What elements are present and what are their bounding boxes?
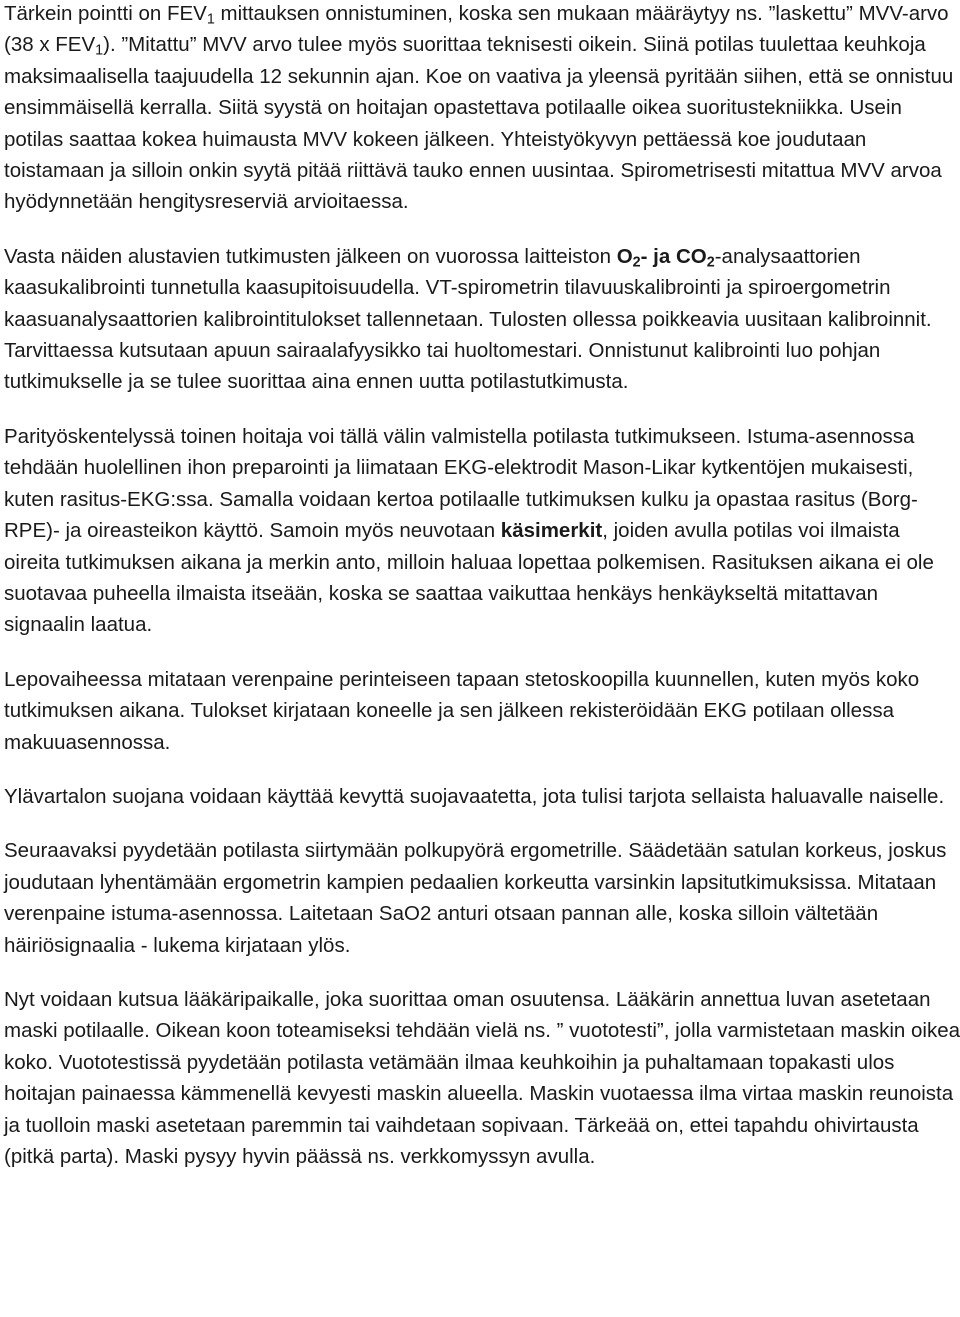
paragraph-fev1-mvv [4,0,960,218]
paragraph-calibration [4,241,960,398]
paragraph-mask [4,984,960,1172]
text-run: Ylävartalon suojana voidaan käyttää kevyttä suojavaatetta, jota tulisi tarjota sellaista haluavalle naiselle. [4,784,945,808]
subscript: 1 [206,11,215,28]
text-run: mittauksen onnistuminen, koska sen mukaan määräytyy ns. ”laskettu” MVV-arvo (38 x FEV [4,2,949,57]
text-run: ). ”Mitattu” MVV arvo tulee myös suorittaa teknisesti oikein. Siinä potilas tuulettaa keuhkoja maksimaalisella taajuudella 12 sekunnin ajan. Koe on vaativa ja yleensä pyritään siihen, että se onnistuu ensimmäisellä kerralla. Siitä syystä on hoitajan opastettava potilaalle oikea suoritustekniikka. Usein potilas saattaa kokea huimausta MVV kokeen jälkeen. Yhteistyökyvyn pettäessä koe joudutaan toistamaan ja silloin onkin syytä pitää riittävä tauko ennen uusintaa. Spirometrisesti mitattua MVV arvoa hyödynnetään hengitysreserviä arvioitaessa. [4,33,954,214]
paragraph-rest-phase [4,664,960,758]
text-run: Lepovaiheessa mitataan verenpaine perinteiseen tapaan stetoskoopilla kuunnellen, kuten myös koko tutkimuksen aikana. Tulokset kirjataan koneelle ja sen jälkeen rekisteröidään EKG potilaan ollessa makuuasennossa. [4,667,920,754]
bold-text: O [616,244,633,268]
text-run: Tärkein pointti on FEV [4,2,207,25]
paragraph-ergometer [4,835,960,961]
text-run: Nyt voidaan kutsua lääkäripaikalle, joka suorittaa oman osuutensa. Lääkärin annettua luvan asetetaan maski potilaalle. Oikean koon toteamiseksi tehdään vielä ns. ” vuototesti”, jolla varmistetaan maskin oikea koko. Vuototestissä pyydetään potilasta vetämään ilmaa keuhkoihin ja puhaltamaan topakasti ulos hoitajan painaessa kämmenellä kevyesti maskin alueella. Maskin vuotaessa ilma virtaa maskin reunoista ja tuolloin maski asetetaan paremmin tai vaihdetaan sopivaan. Tärkeää on, ettei tapahdu ohivirtausta (pitkä parta). Maski pysyy hyvin päässä ns. verkkomyssyn avulla. [4,987,960,1168]
text-run: Vasta näiden alustavien tutkimusten jälkeen on vuorossa laitteiston [4,244,617,268]
subscript: 2 [632,254,641,271]
bold-text: käsimerkit [500,519,603,543]
subscript: 1 [95,42,104,59]
subscript: 2 [706,254,715,271]
bold-text: - ja CO [640,244,707,268]
text-run: Seuraavaksi pyydetään potilasta siirtymään polkupyörä ergometrille. Säädetään satulan korkeus, joskus joudutaan lyhentämään ergometrin kampien pedaalien korkeutta varsinkin lapsitutkimuksissa. Mitataan verenpaine istuma-asennossa. Laitetaan SaO2 anturi otsaan pannan alle, koska silloin vältetään häiriösignaalia - lukema kirjataan ylös. [4,839,947,957]
text-run: -analysaattorien kaasukalibrointi tunnetulla kaasupitoisuudella. VT-spirometrin tilavuuskalibrointi ja spiroergometrin kaasuanalysaattorien kalibrointitulokset tallennetaan. Tulosten ollessa poikkeavia uusitaan kalibroinnit. Tarvittaessa kutsutaan apuun sairaalafyysikko tai huoltomestari. Onnistunut kalibrointi luo pohjan tutkimukselle ja se tulee suorittaa aina ennen uutta potilastutkimusta. [4,244,932,394]
paragraph-upper-body [4,781,960,812]
text-run: Parityöskentelyssä toinen hoitaja voi tällä välin valmistella potilasta tutkimukseen. Istuma-asennossa tehdään huolellinen ihon preparointi ja liimataan EKG-elektrodit Mason-Likar kytkentöjen mukaisesti, kuten rasitus-EKG:ssa. Samalla voidaan kertoa potilaalle tutkimuksen kulku ja opastaa rasitus (Borg-RPE)- ja oireasteikon käyttö. Samoin myös neuvotaan [4,424,918,543]
text-run: , joiden avulla potilas voi ilmaista oireita tutkimuksen aikana ja merkin anto, milloin haluaa lopettaa polkemisen. Rasituksen aikana ei ole suotavaa puheella ilmaista itseään, koska se saattaa vaikuttaa henkäys henkäykseltä mitattavan signaalin laatua. [4,519,934,637]
paragraph-preparation [4,421,960,641]
